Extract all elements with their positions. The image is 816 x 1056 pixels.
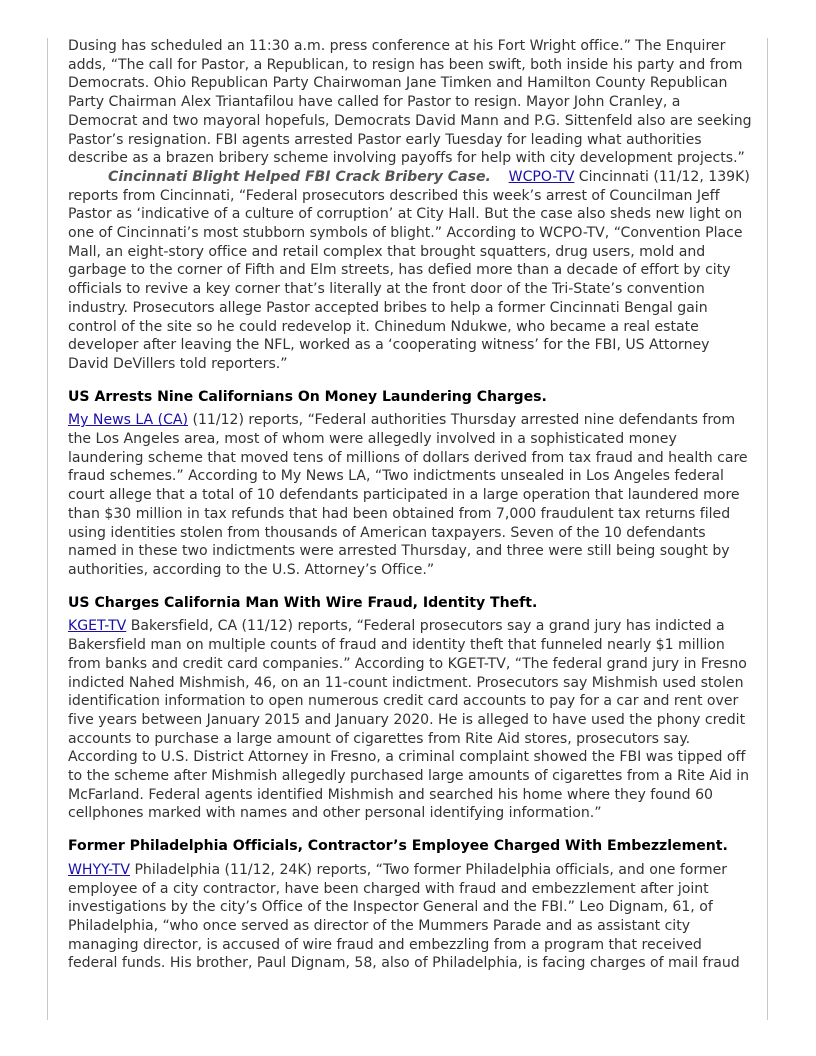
newsletter-body [68,37,752,973]
article-body-text: Philadelphia (11/12, 24K) reports, “Two former Philadelphia officials, and one former employee of a city contractor, have been charged with fraud and embezzlement after joint investigations by the city’s Office of the Inspector General and the FBI.” Leo Dignam, 61, of Philadelphia, “who once served as director of the Mummers Parade and as assistant city managing director, is accused of wire fraud and embezzling from a program that received federal funds. His brother, Paul Dignam, 58, also of Philadelphia, is facing charges of mail fraud [68,861,740,972]
article-heading-embezzlement: Former Philadelphia Officials, Contractor’s Employee Charged With Embezzlement. [68,838,728,855]
source-link-whyy-tv[interactable]: WHYY-TV [68,861,130,878]
article-body-text: Bakersfield, CA (11/12) reports, “Federal prosecutors say a grand jury has indicted a Bakersfield man on multiple counts of fraud and identity theft that funneled nearly $1 million from banks and credit card companies.” According to KGET-TV, “The federal grand jury in Fresno indicted Nahed Mishmish, 46, on an 11-count indictment. Prosecutors say Mishmish used stolen identification information to open numerous credit card accounts to pay for a car and rent over five years between January 2015 and January 2020. He is alleged to have used the phony credit accounts to purchase a large amount of cigarettes from Rite Aid stores, prosecutors say. According to U.S. District Attorney in Fresno, a criminal complaint showed the FBI was tipped off to the scheme after Mishmish allegedly purchased large amounts of cigarettes from a Rite Aid in McFarland. Federal agents identified Mishmish and searched his home where they found 60 cellphones marked with names and other personal identifying information.” [68,618,750,822]
article-heading-money-laundering: US Arrests Nine Californians On Money Laundering Charges. [68,388,547,405]
source-link-my-news-la[interactable]: My News LA (CA) [68,412,189,429]
continued-article-paragraph: Dusing has scheduled an 11:30 a.m. press conference at his Fort Wright office.” The Enquirer adds, “The call for Pastor, a Republican, to resign has been swift, both inside his party and from Democrats. Ohio Republican Party Chairwoman Jane Timken and Hamilton County Republican Party Chairman Alex Triantafilou have called for Pastor to resign. Mayor John Cranley, a Democrat and two mayoral hopefuls, Democrats David Mann and P.G. Sittenfeld also are seeking Pastor’s resignation. FBI agents arrested Pastor early Tuesday for leading what authorities describe as a brazen bribery scheme involving payoffs for help with city development projects.” [68,38,752,167]
article-body-text: Cincinnati (11/12, 139K) reports from Cincinnati, “Federal prosecutors described this week’s arrest of Councilman Jeff Pastor as ‘indicative of a culture of corruption’ at City Hall. But the case also sheds new light on one of Cincinnati’s most stubborn symbols of blight.” According to WCPO-TV, “Convention Place Mall, an eight-story office and retail complex that brought squatters, drug users, mold and garbage to the corner of Fifth and Elm streets, has defied more than a decade of effort by city officials to revive a key corner that’s literally at the front door of the Tri-State’s convention industry. Prosecutors allege Pastor accepted bribes to help a former Cincinnati Bengal gain control of the site so he could redevelop it. Chinedum Ndukwe, who became a real estate developer after leaving the NFL, worked as a ‘cooperating witness’ for the FBI, US Attorney David DeVillers told reporters.” [68,168,750,372]
article-paragraph-money-laundering [68,411,752,579]
article-heading-wire-fraud: US Charges California Man With Wire Fraud, Identity Theft. [68,594,538,611]
source-link-kget-tv[interactable]: KGET-TV [68,618,127,635]
article-paragraph-embezzlement [68,861,752,973]
article-inline-title: Cincinnati Blight Helped FBI Crack Bribery Case. [108,168,491,185]
source-link-wcpo-tv[interactable]: WCPO-TV [508,168,575,185]
article-paragraph-cincinnati-blight [68,168,752,374]
article-paragraph-wire-fraud [68,617,752,823]
left-margin-rule [47,38,48,1020]
article-body-text: (11/12) reports, “Federal authorities Thursday arrested nine defendants from the Los Angeles area, most of whom were allegedly involved in a sophisticated money laundering scheme that moved tens of millions of dollars derived from tax fraud and health care fraud schemes.” According to My News LA, “Two indictments unsealed in Los Angeles federal court allege that a total of 10 defendants participated in a large operation that laundered more than $30 million in tax refunds that had been obtained from 7,000 fraudulent tax returns filed using identities stolen from thousands of American taxpayers. Seven of the 10 defendants named in these two indictments were arrested Thursday, and three were still being sought by authorities, according to the U.S. Attorney’s Office.” [68,412,748,578]
right-margin-rule [767,38,768,1020]
